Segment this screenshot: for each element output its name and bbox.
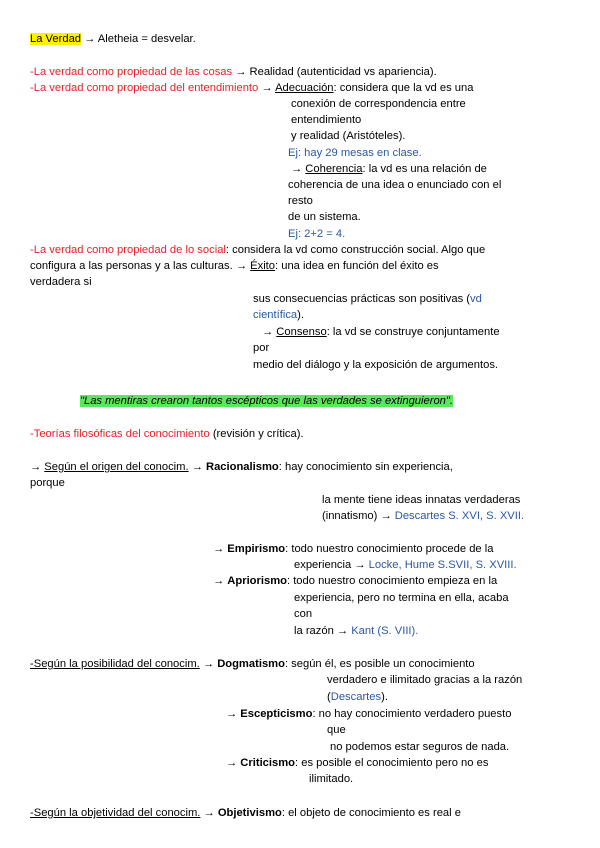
term-criticismo: Criticismo xyxy=(240,757,296,769)
quote-line xyxy=(80,394,453,408)
blue-text: Locke, Hume S.SVII, S. XVIII. xyxy=(368,559,517,571)
section-social-heading: -La verdad como propiedad de lo social xyxy=(30,244,226,256)
text-line xyxy=(327,690,388,704)
text-line: porque xyxy=(30,477,65,489)
text-line: medio del diálogo y la exposición de argumentos. xyxy=(253,359,499,371)
text-line: : el objeto de conocimiento es real e xyxy=(281,807,461,819)
section-cosas xyxy=(30,65,437,79)
text-line xyxy=(294,624,418,638)
section-teorias xyxy=(30,427,304,441)
term-escepticismo: Escepticismo xyxy=(240,708,313,720)
apriorismo-line xyxy=(213,574,497,588)
text-line: : hay conocimiento sin experiencia, xyxy=(278,461,453,473)
title-line xyxy=(30,32,196,46)
arrow: → xyxy=(262,326,277,338)
term-consenso: Consenso xyxy=(276,326,327,338)
text-line: experiencia → xyxy=(294,559,369,571)
text-line: por xyxy=(253,342,270,354)
text-line: configura a las personas y a las culturas. → xyxy=(30,260,251,272)
text-line: coherencia de una idea o enunciado con el xyxy=(288,179,502,191)
arrow: → xyxy=(213,543,228,555)
section-entendimiento-heading: -La verdad como propiedad del entendimiento xyxy=(30,82,259,94)
blue-text: Descartes S. XVI, S. XVII. xyxy=(394,510,525,522)
blue-text: científica xyxy=(253,309,298,321)
text-line: la razón → xyxy=(294,625,352,637)
arrow: → xyxy=(226,708,241,720)
text-line: verdadero e ilimitado gracias a la razón xyxy=(327,674,523,686)
text-line: resto xyxy=(288,195,313,207)
origen-line xyxy=(30,460,453,474)
section-cosas-heading: -La verdad como propiedad de las cosas xyxy=(30,66,233,78)
text-line: : considera la vd como construcción social. Algo que xyxy=(225,244,486,256)
section-teorias-heading: -Teorías filosóficas del conocimiento xyxy=(30,428,210,440)
text-line: sus consecuencias prácticas son positivas ( xyxy=(253,293,471,305)
text-line: : todo nuestro conocimiento empieza en la xyxy=(286,575,498,587)
text-line: y realidad (Aristóteles). xyxy=(291,130,406,142)
term-empirismo: Empirismo xyxy=(227,543,286,555)
text-line: : según él, es posible un conocimiento xyxy=(284,658,475,670)
text-line: : no hay conocimiento verdadero puesto xyxy=(312,708,512,720)
empirismo-line xyxy=(213,542,493,556)
term-line xyxy=(291,162,487,176)
term-apriorismo: Apriorismo xyxy=(227,575,287,587)
example-line: Ej: 2+2 = 4. xyxy=(288,228,346,240)
text-line xyxy=(253,292,482,306)
text-line: conexión de correspondencia entre xyxy=(291,98,466,110)
objetividad-line xyxy=(30,806,461,820)
term-exito: Éxito xyxy=(250,260,276,272)
term-dogmatismo: Dogmatismo xyxy=(217,658,285,670)
objetividad-title: -Según la objetividad del conocim. xyxy=(30,807,201,819)
term-line xyxy=(262,325,500,339)
arrow: → xyxy=(291,163,306,175)
text-line xyxy=(30,259,439,273)
text-line: con xyxy=(294,608,313,620)
text-line: : todo nuestro conocimiento procede de la xyxy=(285,543,494,555)
arrow: → xyxy=(188,461,206,473)
term-racionalismo: Racionalismo xyxy=(206,461,279,473)
arrow: → xyxy=(200,807,218,819)
text-line: (innatismo) → xyxy=(322,510,395,522)
term-adecuacion: Adecuación xyxy=(275,82,334,94)
arrow: → xyxy=(30,461,45,473)
criticismo-line xyxy=(226,756,488,770)
blue-text: vd xyxy=(470,293,482,305)
text-line: ( xyxy=(327,691,331,703)
text-line: ). xyxy=(381,691,388,703)
blue-text: Descartes xyxy=(330,691,382,703)
origen-title: Según el origen del conocim. xyxy=(44,461,189,473)
section-social xyxy=(30,243,485,257)
text-line: : la vd es una relación de xyxy=(362,163,487,175)
term-coherencia: Coherencia xyxy=(305,163,363,175)
arrow: → xyxy=(226,757,241,769)
blue-text: Kant (S. VIII). xyxy=(351,625,419,637)
posibilidad-title: -Según la posibilidad del conocim. xyxy=(30,658,200,670)
escepticismo-line xyxy=(226,707,511,721)
arrow: → xyxy=(258,82,276,94)
text-line: (revisión y crítica). xyxy=(209,428,304,440)
term-objetivismo: Objetivismo xyxy=(217,807,282,819)
text-line: que xyxy=(327,724,346,736)
section-cosas-text: → Realidad (autenticidad vs apariencia). xyxy=(232,66,437,78)
text-line: experiencia, pero no termina en ella, acaba xyxy=(294,592,509,604)
text-line: ). xyxy=(297,309,304,321)
text-line xyxy=(294,558,517,572)
text-line xyxy=(322,509,524,523)
arrow: → xyxy=(213,575,228,587)
text-line: verdadera si xyxy=(30,276,92,288)
arrow: → xyxy=(199,658,218,670)
text-line xyxy=(253,308,304,322)
example-line: Ej: hay 29 mesas en clase. xyxy=(288,147,422,159)
text-line: de un sistema. xyxy=(288,211,361,223)
text-line: entendimiento xyxy=(291,114,362,126)
text-line: la mente tiene ideas innatas verdaderas xyxy=(322,494,521,506)
posibilidad-line xyxy=(30,657,475,671)
text-line: : una idea en función del éxito es xyxy=(275,260,439,272)
text-line: : es posible el conocimiento pero no es xyxy=(295,757,489,769)
text-line: no podemos estar seguros de nada. xyxy=(330,741,510,753)
quote-highlight: "Las mentiras crearon tantos escépticos que las verdades se extinguieron". xyxy=(80,395,453,407)
text-line: : la vd se construye conjuntamente xyxy=(326,326,500,338)
text-line: ilimitado. xyxy=(309,773,354,785)
text-line: : considera que la vd es una xyxy=(333,82,474,94)
title-rest: → Aletheia = desvelar. xyxy=(81,33,196,45)
section-entendimiento xyxy=(30,81,473,95)
title-highlight: La Verdad xyxy=(30,33,82,45)
